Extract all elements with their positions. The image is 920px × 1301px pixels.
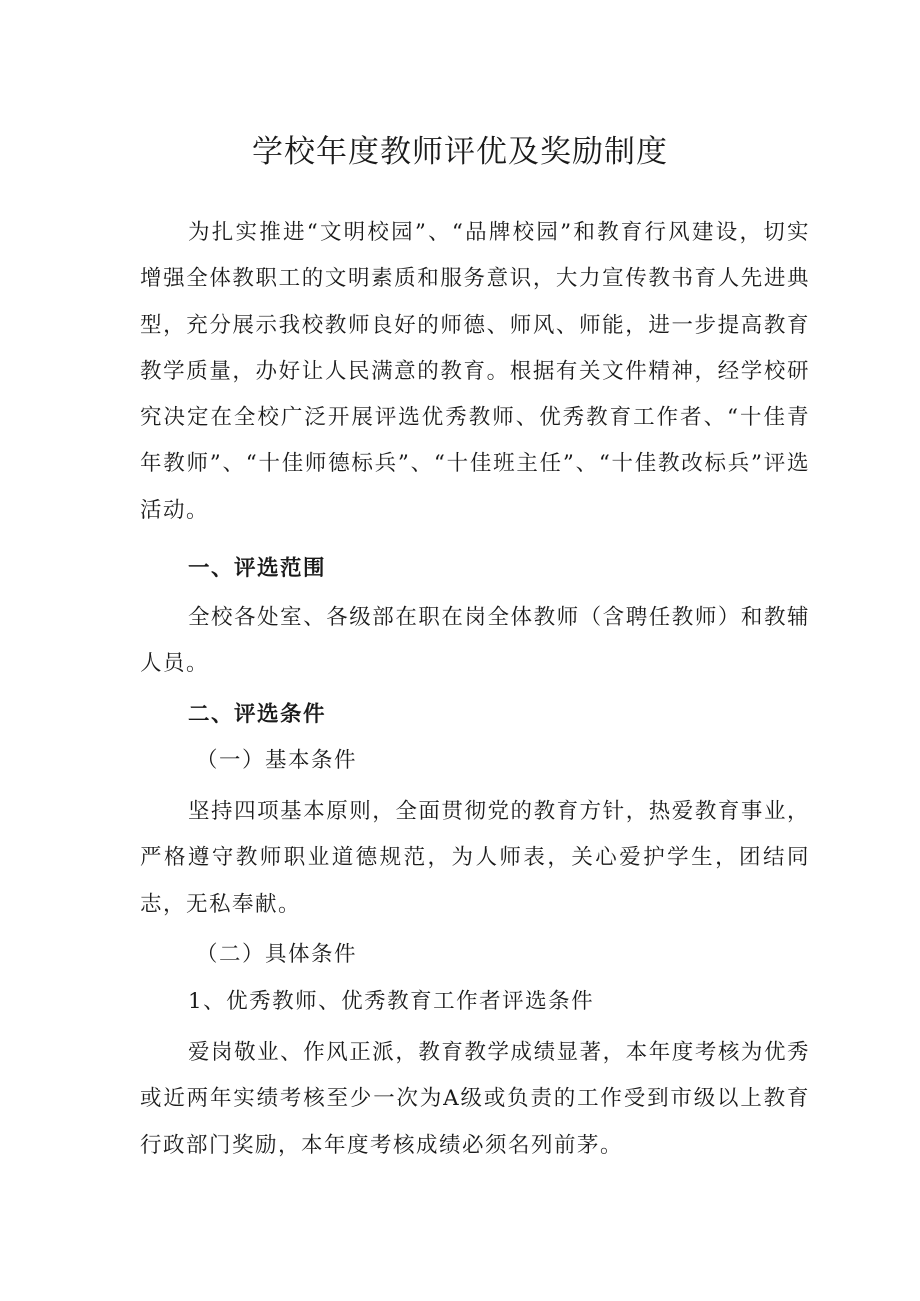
scope-text: 全校各处室、各级部在职在岗全体教师（含聘任教师）和教辅人员。 <box>140 605 810 677</box>
item-heading-excellent-teacher: 1、优秀教师、优秀教育工作者评选条件 <box>188 989 595 1014</box>
subheading-specific: （二）具体条件 <box>196 942 358 967</box>
excellent-teacher-text: 爱岗敬业、作风正派，教育教学成绩显著，本年度考核为优秀或近两年实绩考核至少一次为A级或负责的工作受到市级以上教育行政部门奖励，本年度考核成绩必须名列前茅。 <box>140 1040 810 1158</box>
excellent-teacher-paragraph <box>140 1030 810 1169</box>
section-heading-criteria: 二、评选条件 <box>188 702 327 727</box>
intro-text: 为扎实推进“文明校园”、“品牌校园”和教育行风建设，切实增强全体教职工的文明素质和服务意识，大力宣传教书育人先进典型，充分展示我校教师良好的师德、师风、师能，进一步提高教育教学质量，办好让人民满意的教育。根据有关文件精神，经学校研究决定在全校广泛开展评选优秀教师、优秀教育工作者、“十佳青年教师”、“十佳师德标兵”、“十佳班主任”、“十佳教改标兵”评选活动。 <box>140 220 810 523</box>
scope-paragraph <box>140 595 810 688</box>
basic-paragraph <box>140 789 810 928</box>
intro-paragraph <box>140 210 810 534</box>
section-heading-scope: 一、评选范围 <box>188 556 327 581</box>
document-title: 学校年度教师评优及奖励制度 <box>252 134 668 170</box>
subheading-basic: （一）基本条件 <box>196 748 358 773</box>
basic-text: 坚持四项基本原则，全面贯彻党的教育方针，热爱教育事业，严格遵守教师职业道德规范，为人师表，关心爱护学生，团结同志，无私奉献。 <box>140 799 810 917</box>
